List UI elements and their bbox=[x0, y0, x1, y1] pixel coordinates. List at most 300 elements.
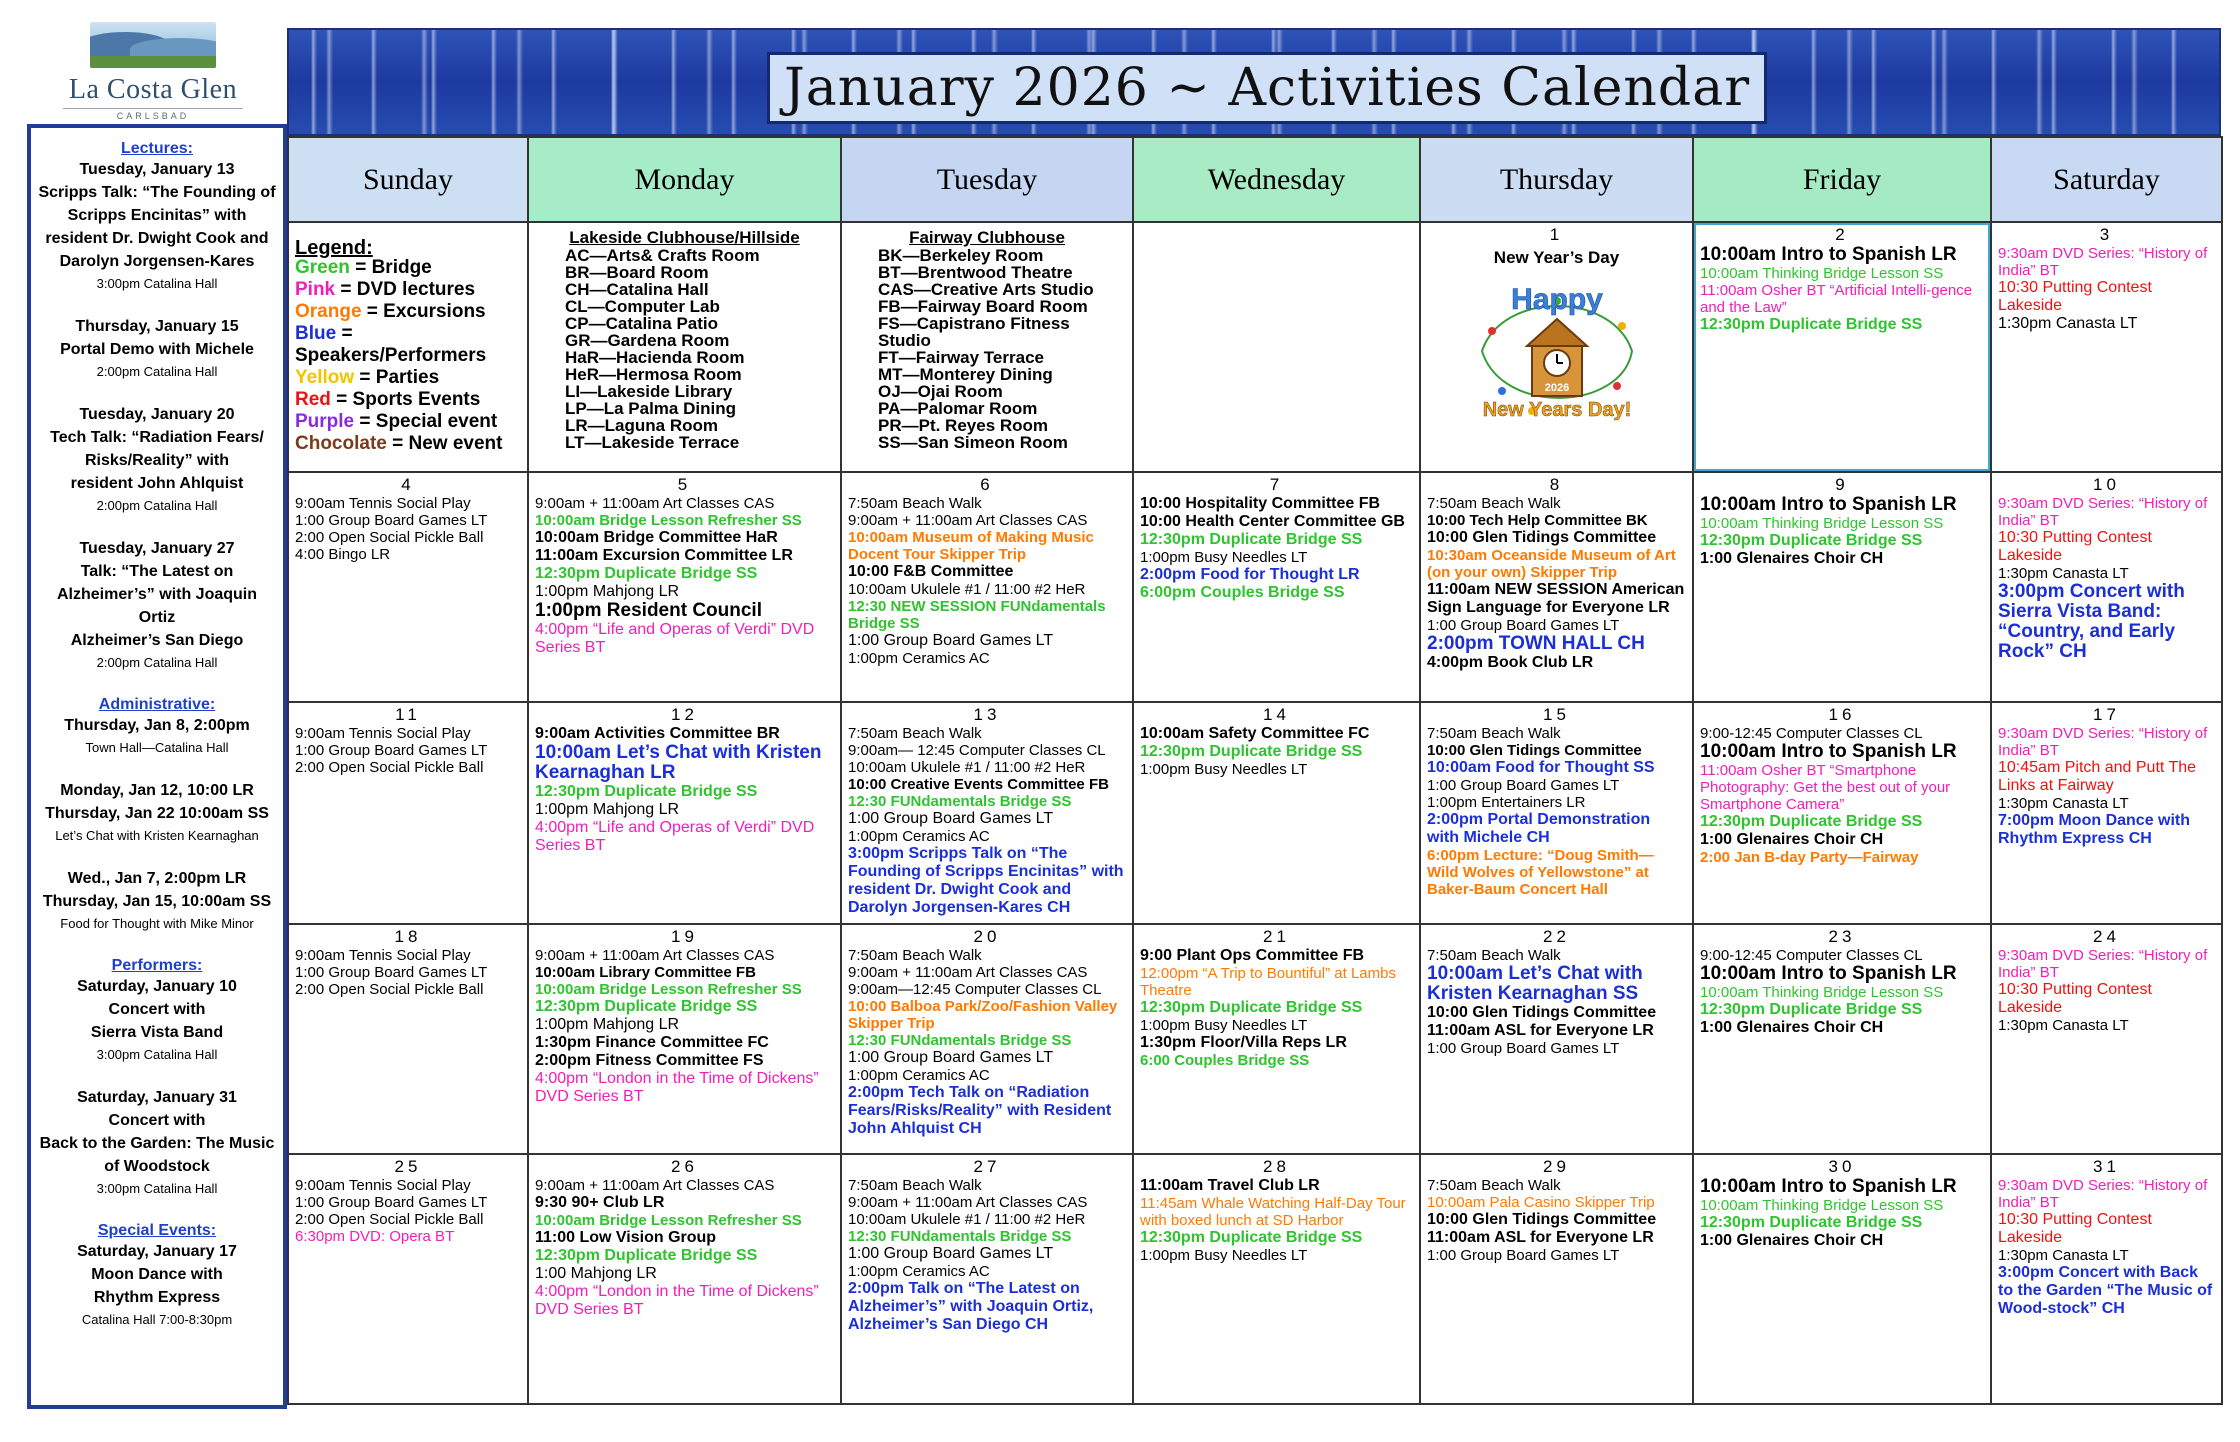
legend-meaning: = Speakers/Performers bbox=[295, 323, 487, 366]
calendar-event: 10:00am Bridge Lesson Refresher SS bbox=[535, 512, 802, 529]
room-code: BK—Berkeley Room bbox=[878, 246, 1044, 265]
calendar-event: 9:00-12:45 Computer Classes CL bbox=[1700, 725, 1923, 742]
day-cell-10 bbox=[1991, 472, 2222, 702]
day-number: 13 bbox=[973, 705, 1001, 724]
calendar-event: 10:00am Ukulele #1 / 11:00 #2 HeR bbox=[848, 581, 1086, 598]
calendar-event: 10:00am Library Committee FB bbox=[535, 964, 756, 981]
day-number: 9 bbox=[1835, 475, 1849, 494]
day-cell-17 bbox=[1991, 702, 2222, 924]
calendar-event: 1:00pm Mahjong LR bbox=[535, 583, 680, 600]
calendar-event: 2:00 Jan B-day Party—Fairway bbox=[1700, 849, 1919, 866]
sidebar-special-heading: Special Events: bbox=[97, 1222, 217, 1239]
sidebar-entry bbox=[37, 158, 277, 295]
calendar-event: 10:30am Oceanside Museum of Art (on your own) Skipper Trip bbox=[1427, 547, 1676, 581]
fairway-rooms-cell bbox=[841, 222, 1133, 472]
day-cell-1 bbox=[1420, 222, 1693, 472]
calendar-event: 1:00 Glenaires Choir CH bbox=[1700, 1232, 1884, 1249]
sidebar-entry-line: Darolyn Jorgensen-Kares bbox=[59, 253, 255, 270]
sidebar-entry-line: Thursday, January 15 bbox=[75, 318, 239, 335]
calendar-event: 1:00 Group Board Games LT bbox=[848, 1049, 1054, 1066]
calendar-event: 9:00 Plant Ops Committee FB bbox=[1140, 947, 1365, 964]
calendar-event: 6:30pm DVD: Opera BT bbox=[295, 1228, 455, 1245]
day-cell-28 bbox=[1133, 1154, 1420, 1404]
calendar-event: 7:50am Beach Walk bbox=[1427, 495, 1561, 512]
calendar-event: 9:00am Tennis Social Play bbox=[295, 495, 471, 512]
calendar-event: 10:00 Tech Help Committee BK bbox=[1427, 512, 1648, 529]
calendar-event: 9:00am + 11:00am Art Classes CAS bbox=[535, 1177, 775, 1194]
room-code: BR—Board Room bbox=[565, 263, 709, 282]
calendar-event: 12:30pm Duplicate Bridge SS bbox=[1700, 1001, 1923, 1018]
calendar-event: 9:30am DVD Series: “History of India” BT bbox=[1998, 725, 2208, 759]
calendar-event: 6:00 Couples Bridge SS bbox=[1140, 1052, 1310, 1069]
day-number: 5 bbox=[677, 475, 692, 494]
sidebar-entry-line: Moon Dance with bbox=[91, 1266, 223, 1283]
calendar-event: 11:00am Travel Club LR bbox=[1140, 1177, 1320, 1194]
calendar-event: 1:00 Group Board Games LT bbox=[848, 632, 1054, 649]
calendar-event: 2:00 Open Social Pickle Ball bbox=[295, 1211, 484, 1228]
calendar-event: 10:00am Pala Casino Skipper Trip bbox=[1427, 1194, 1655, 1211]
calendar-event: 2:00pm Talk on “The Latest on Alzheimer’s” with Joaquin Ortiz, Alzheimer’s San Diego CH bbox=[848, 1280, 1094, 1333]
legend-key: Pink bbox=[295, 279, 336, 300]
calendar-event: 1:00pm Ceramics AC bbox=[848, 650, 990, 667]
sidebar-entry-line: Tuesday, January 20 bbox=[79, 406, 235, 423]
legend-item bbox=[295, 411, 521, 433]
legend-title: Legend: bbox=[295, 237, 373, 259]
calendar-event: 1:00pm Ceramics AC bbox=[848, 828, 990, 845]
legend-key: Orange bbox=[295, 301, 362, 322]
calendar-event: 12:30pm Duplicate Bridge SS bbox=[1700, 813, 1923, 830]
legend-meaning: = Bridge bbox=[349, 257, 432, 278]
calendar-event: 1:00 Group Board Games LT bbox=[1427, 1247, 1620, 1264]
calendar-event: 9:30am DVD Series: “History of India” BT bbox=[1998, 245, 2208, 279]
calendar-event: 10:00am Ukulele #1 / 11:00 #2 HeR bbox=[848, 759, 1086, 776]
sidebar-performers bbox=[37, 957, 277, 1200]
calendar-event: 1:00pm Resident Council bbox=[535, 600, 762, 621]
sidebar-entry-line: Saturday, January 10 bbox=[77, 978, 237, 995]
day-cell-20 bbox=[841, 924, 1133, 1154]
calendar-event: 10:00am Museum of Making Music Docent Tour Skipper Trip bbox=[848, 529, 1094, 563]
legend-item bbox=[295, 301, 521, 323]
day-cell-30 bbox=[1693, 1154, 1991, 1404]
empty-day-cell bbox=[1133, 222, 1420, 472]
calendar-event: 9:00am + 11:00am Art Classes CAS bbox=[535, 495, 775, 512]
calendar-event: 7:50am Beach Walk bbox=[848, 725, 982, 742]
calendar-event: 2:00pm Tech Talk on “Radiation Fears/Risks/Reality” with Resident John Ahlquist CH bbox=[848, 1084, 1112, 1137]
legend-meaning: = Special event bbox=[354, 411, 498, 432]
room-code: PR—Pt. Reyes Room bbox=[878, 416, 1049, 435]
calendar-event: 9:00am Activities Committee BR bbox=[535, 725, 780, 742]
calendar-event: 9:00-12:45 Computer Classes CL bbox=[1700, 947, 1923, 964]
calendar-event: 1:00pm Mahjong LR bbox=[535, 1016, 680, 1033]
day-cell-18 bbox=[288, 924, 528, 1154]
sidebar-entry-line: resident John Ahlquist bbox=[70, 475, 244, 492]
day-header-tuesday: Tuesday bbox=[841, 137, 1133, 222]
calendar-event: 12:30 NEW SESSION FUNdamentals Bridge SS bbox=[848, 598, 1106, 632]
calendar-event: 1:00pm Busy Needles LT bbox=[1140, 549, 1308, 566]
sidebar-entry bbox=[37, 867, 277, 935]
sidebar-entry-line: of Woodstock bbox=[104, 1158, 210, 1175]
day-number: 2 bbox=[1835, 225, 1849, 244]
room-code: BT—Brentwood Theatre bbox=[878, 263, 1073, 282]
room-code: FS—Capistrano Fitness Studio bbox=[878, 314, 1070, 350]
day-cell-12 bbox=[528, 702, 841, 924]
calendar-event: 1:00 Group Board Games LT bbox=[848, 1245, 1054, 1262]
sidebar-entry bbox=[37, 975, 277, 1066]
calendar-event: 3:00pm Concert with Back to the Garden “The Music of Wood-stock” CH bbox=[1998, 1264, 2213, 1317]
calendar-event: 1:00 Group Board Games LT bbox=[848, 810, 1054, 827]
svg-text:Happy: Happy bbox=[1510, 283, 1603, 316]
calendar-event: 11:00am NEW SESSION American Sign Language for Everyone LR bbox=[1427, 581, 1685, 616]
calendar-event: 10:00 Balboa Park/Zoo/Fashion Valley Skipper Trip bbox=[848, 998, 1118, 1032]
calendar-event: 1:00 Group Board Games LT bbox=[295, 742, 488, 759]
sidebar-entry bbox=[37, 1240, 277, 1331]
calendar-event: 9:30 90+ Club LR bbox=[535, 1194, 665, 1211]
lakeside-title: Lakeside Clubhouse/Hillside bbox=[569, 228, 800, 247]
calendar-event: 4:00pm “Life and Operas of Verdi” DVD Series BT bbox=[535, 621, 815, 656]
logo-name: La Costa Glen bbox=[68, 74, 238, 105]
sidebar-entry-line: Saturday, January 31 bbox=[77, 1089, 237, 1106]
legend-key: Yellow bbox=[295, 367, 355, 388]
legend-key: Red bbox=[295, 389, 331, 410]
calendar-event: 1:00pm Ceramics AC bbox=[848, 1263, 990, 1280]
calendar-event: 1:30pm Canasta LT bbox=[1998, 795, 2129, 812]
calendar-event: 12:30 FUNdamentals Bridge SS bbox=[848, 793, 1072, 810]
calendar-event: 4:00pm “London in the Time of Dickens” DVD Series BT bbox=[535, 1283, 819, 1318]
calendar-event: 2:00 Open Social Pickle Ball bbox=[295, 981, 484, 998]
calendar-event: 1:00 Group Board Games LT bbox=[1427, 617, 1620, 634]
calendar-event: 6:00pm Couples Bridge SS bbox=[1140, 584, 1345, 601]
sidebar-entry-line: Concert with bbox=[108, 1112, 206, 1129]
calendar-event: 11:45am Whale Watching Half-Day Tour with boxed lunch at SD Harbor bbox=[1140, 1195, 1406, 1229]
sidebar-entry-line: Thursday, Jan 22 10:00am SS bbox=[45, 805, 269, 822]
calendar-event: 2:00pm Portal Demonstration with Michele CH bbox=[1427, 811, 1651, 846]
room-code: CP—Catalina Patio bbox=[565, 314, 719, 333]
day-cell-26 bbox=[528, 1154, 841, 1404]
calendar-event: 12:30pm Duplicate Bridge SS bbox=[535, 783, 758, 800]
sidebar-entry-line: resident Dr. Dwight Cook and bbox=[45, 230, 269, 247]
sidebar-entry-detail: Food for Thought with Mike Minor bbox=[60, 916, 254, 931]
calendar-event: 2:00 Open Social Pickle Ball bbox=[295, 529, 484, 546]
legend-meaning: = DVD lectures bbox=[335, 279, 476, 300]
calendar-event: 10:00 Hospitality Committee FB bbox=[1140, 495, 1381, 512]
calendar-event: 2:00 Open Social Pickle Ball bbox=[295, 759, 484, 776]
day-number: 10 bbox=[2093, 475, 2120, 494]
calendar-event: 2:00pm TOWN HALL CH bbox=[1427, 633, 1645, 654]
calendar-event: 12:30pm Duplicate Bridge SS bbox=[1140, 743, 1363, 760]
calendar-event: 1:30pm Canasta LT bbox=[1998, 315, 2138, 332]
calendar-event: 10:00am Let’s Chat with Kristen Kearnaghan SS bbox=[1427, 963, 1643, 1004]
day-cell-22 bbox=[1420, 924, 1693, 1154]
day-cell-15 bbox=[1420, 702, 1693, 924]
sidebar-administrative bbox=[37, 696, 277, 935]
calendar-event: 1:00pm Busy Needles LT bbox=[1140, 1247, 1308, 1264]
room-code: CH—Catalina Hall bbox=[565, 280, 709, 299]
sidebar-entry bbox=[37, 1086, 277, 1200]
sidebar-entry-detail: 2:00pm Catalina Hall bbox=[96, 655, 218, 670]
calendar-event: 10:00am Thinking Bridge Lesson SS bbox=[1700, 1197, 1944, 1214]
calendar-event: 12:30pm Duplicate Bridge SS bbox=[535, 565, 758, 582]
calendar-event: 10:00am Thinking Bridge Lesson SS bbox=[1700, 515, 1944, 532]
calendar-event: 10:00am Food for Thought SS bbox=[1427, 759, 1655, 776]
sidebar-entry-detail: 2:00pm Catalina Hall bbox=[96, 364, 218, 379]
legend-item bbox=[295, 279, 521, 301]
day-number: 27 bbox=[973, 1157, 1001, 1176]
calendar-event: 1:30pm Canasta LT bbox=[1998, 1247, 2129, 1264]
calendar-event: 11:00 Low Vision Group bbox=[535, 1229, 717, 1246]
calendar-event: 3:00pm Scripps Talk on “The Founding of Scripps Encinitas” with resident Dr. Dwight Cook and Darolyn Jorgensen-Kares CH bbox=[848, 845, 1124, 916]
calendar-event: 1:30pm Finance Committee FC bbox=[535, 1034, 769, 1051]
day-cell-2 bbox=[1693, 222, 1991, 472]
calendar-event: 10:00am Bridge Lesson Refresher SS bbox=[535, 1212, 802, 1229]
calendar-event: 7:50am Beach Walk bbox=[1427, 725, 1561, 742]
day-cell-31 bbox=[1991, 1154, 2222, 1404]
calendar-event: 9:00am + 11:00am Art Classes CAS bbox=[848, 964, 1088, 981]
calendar-event: 10:00 Glen Tidings Committee bbox=[1427, 1004, 1657, 1021]
calendar-event: 7:50am Beach Walk bbox=[848, 1177, 982, 1194]
calendar-event: 10:00am Safety Committee FC bbox=[1140, 725, 1370, 742]
calendar-event: 10:00am Intro to Spanish LR bbox=[1700, 741, 1957, 762]
day-header-friday: Friday bbox=[1693, 137, 1991, 222]
calendar-event: 4:00 Bingo LR bbox=[295, 546, 391, 563]
room-code: FT—Fairway Terrace bbox=[878, 348, 1044, 367]
calendar-event: 11:00am ASL for Everyone LR bbox=[1427, 1022, 1654, 1039]
legend-meaning: = New event bbox=[386, 433, 503, 454]
calendar-event: 1:00pm Entertainers LR bbox=[1427, 794, 1586, 811]
logo-subtitle: CARLSBAD bbox=[63, 108, 243, 121]
sidebar-entry-line: Scripps Encinitas” with bbox=[67, 207, 247, 224]
calendar-event: 9:00am— 12:45 Computer Classes CL bbox=[848, 742, 1106, 759]
calendar-event: 1:00 Glenaires Choir CH bbox=[1700, 1019, 1884, 1036]
sidebar-entry-line: Scripps Talk: “The Founding of bbox=[38, 184, 276, 201]
sidebar-entry-line: Tuesday, January 13 bbox=[79, 161, 235, 178]
calendar-event: 11:00am Osher BT “Smartphone Photography: Get the best out of your Smartphone Camera” bbox=[1700, 762, 1951, 813]
calendar-event: 1:00 Mahjong LR bbox=[535, 1265, 657, 1282]
sidebar-entry-line: Thursday, Jan 8, 2:00pm bbox=[64, 717, 250, 734]
calendar-event: 10:00 Creative Events Committee FB bbox=[848, 776, 1109, 793]
sidebar-entry-line: Back to the Garden: The Music bbox=[39, 1135, 275, 1152]
calendar-event: 4:00pm Book Club LR bbox=[1427, 654, 1594, 671]
day-header-thursday: Thursday bbox=[1420, 137, 1693, 222]
calendar-event: 12:00pm “A Trip to Bountiful” at Lambs Theatre bbox=[1140, 965, 1396, 999]
calendar-event: 3:00pm Concert with Sierra Vista Band: “Country, and Early Rock” CH bbox=[1998, 581, 2185, 662]
day-number: 14 bbox=[1263, 705, 1290, 724]
room-code: SS—San Simeon Room bbox=[878, 433, 1068, 452]
calendar-event: 1:00 Glenaires Choir CH bbox=[1700, 831, 1884, 848]
calendar-event: 9:00am Tennis Social Play bbox=[295, 1177, 471, 1194]
sidebar-entry-line: Sierra Vista Band bbox=[90, 1024, 224, 1041]
sidebar-entry-detail: 3:00pm Catalina Hall bbox=[96, 1181, 218, 1196]
sidebar-special-events bbox=[37, 1222, 277, 1331]
sidebar-entry bbox=[37, 315, 277, 383]
day-number: 3 bbox=[2099, 225, 2114, 244]
day-cell-19 bbox=[528, 924, 841, 1154]
sidebar-entry-line: Monday, Jan 12, 10:00 LR bbox=[60, 782, 254, 799]
calendar-event: 6:00pm Lecture: “Doug Smith— Wild Wolves of Yellowstone” at Baker-Baum Concert Hall bbox=[1427, 847, 1654, 898]
room-code: LP—La Palma Dining bbox=[565, 399, 736, 418]
sidebar-entry-detail: Let’s Chat with Kristen Kearnaghan bbox=[55, 828, 259, 843]
day-number: 8 bbox=[1549, 475, 1564, 494]
day-number: 4 bbox=[401, 475, 415, 494]
calendar-event: 10:30 Putting Contest Lakeside bbox=[1998, 981, 2152, 1016]
calendar-event: 9:00am Tennis Social Play bbox=[295, 947, 471, 964]
day-number: 23 bbox=[1828, 927, 1856, 946]
day-number: 17 bbox=[2093, 705, 2120, 724]
calendar-event: 7:50am Beach Walk bbox=[848, 495, 982, 512]
day-number: 26 bbox=[671, 1157, 698, 1176]
day-cell-23 bbox=[1693, 924, 1991, 1154]
calendar-event: 10:00 Glen Tidings Committee bbox=[1427, 1211, 1657, 1228]
day-cell-8 bbox=[1420, 472, 1693, 702]
day-number: 30 bbox=[1828, 1157, 1856, 1176]
calendar-event: 1:00pm Mahjong LR bbox=[535, 801, 680, 818]
calendar-event: 12:30pm Duplicate Bridge SS bbox=[1140, 531, 1363, 548]
calendar-event: 12:30pm Duplicate Bridge SS bbox=[1700, 1214, 1923, 1231]
calendar-grid bbox=[287, 136, 2223, 1405]
room-code: OJ—Ojai Room bbox=[878, 382, 1003, 401]
room-code: GR—Gardena Room bbox=[565, 331, 730, 350]
calendar-event: 9:30am DVD Series: “History of India” BT bbox=[1998, 947, 2208, 981]
calendar-event: 2:00pm Food for Thought LR bbox=[1140, 566, 1360, 583]
calendar-event: 10:00am Intro to Spanish LR bbox=[1700, 1176, 1957, 1197]
calendar-event: 12:30pm Duplicate Bridge SS bbox=[1700, 316, 1923, 333]
sidebar-highlights bbox=[27, 124, 287, 1409]
calendar-event: 10:45am Pitch and Putt The Links at Fairway bbox=[1998, 759, 2197, 794]
day-number: 16 bbox=[1828, 705, 1856, 724]
calendar-event: 1:00 Group Board Games LT bbox=[295, 512, 488, 529]
calendar-event: 10:00 Health Center Committee GB bbox=[1140, 513, 1405, 530]
room-code: PA—Palomar Room bbox=[878, 399, 1038, 418]
sidebar-entry-line: Tech Talk: “Radiation Fears/ bbox=[50, 429, 264, 446]
calendar-event: 9:00am—12:45 Computer Classes CL bbox=[848, 981, 1102, 998]
day-cell-9 bbox=[1693, 472, 1991, 702]
day-number: 12 bbox=[671, 705, 698, 724]
calendar-event: 7:50am Beach Walk bbox=[1427, 1177, 1561, 1194]
day-cell-14 bbox=[1133, 702, 1420, 924]
sidebar-entry bbox=[37, 714, 277, 759]
calendar-event: 1:00pm Ceramics AC bbox=[848, 1067, 990, 1084]
new-years-day-title: New Year’s Day bbox=[1493, 248, 1620, 267]
calendar-event: 10:30 Putting Contest Lakeside bbox=[1998, 1211, 2152, 1246]
room-code: AC—Arts& Crafts Room bbox=[565, 246, 760, 265]
sidebar-entry-detail: Catalina Hall 7:00-8:30pm bbox=[81, 1312, 233, 1327]
calendar-event: 1:00 Glenaires Choir CH bbox=[1700, 550, 1884, 567]
day-number: 22 bbox=[1543, 927, 1570, 946]
room-code: LT—Lakeside Terrace bbox=[565, 433, 740, 452]
day-number: 31 bbox=[2093, 1157, 2120, 1176]
sidebar-entry-line: Talk: “The Latest on bbox=[80, 563, 234, 580]
day-cell-24 bbox=[1991, 924, 2222, 1154]
calendar-event: 1:00pm Busy Needles LT bbox=[1140, 1017, 1308, 1034]
day-cell-16 bbox=[1693, 702, 1991, 924]
calendar-event: 10:00am Intro to Spanish LR bbox=[1700, 963, 1957, 984]
calendar-event: 10:30 Putting Contest Lakeside bbox=[1998, 529, 2152, 564]
room-code: LR—Laguna Room bbox=[565, 416, 718, 435]
day-cell-27 bbox=[841, 1154, 1133, 1404]
day-header-sunday: Sunday bbox=[288, 137, 528, 222]
calendar-event: 10:00am Bridge Lesson Refresher SS bbox=[535, 981, 802, 998]
sidebar-entry-line: Risks/Reality” with bbox=[84, 452, 230, 469]
calendar-event: 10:00am Thinking Bridge Lesson SS bbox=[1700, 984, 1944, 1001]
sidebar-entry-line: Portal Demo with Michele bbox=[60, 341, 254, 358]
day-cell-6 bbox=[841, 472, 1133, 702]
sidebar-entry-line: Thursday, Jan 15, 10:00am SS bbox=[42, 893, 272, 910]
sidebar-entry bbox=[37, 537, 277, 674]
room-code: HeR—Hermosa Room bbox=[565, 365, 742, 384]
sidebar-entry-line: Concert with bbox=[108, 1001, 206, 1018]
calendar-event: 12:30pm Duplicate Bridge SS bbox=[535, 1247, 758, 1264]
day-number: 29 bbox=[1543, 1157, 1570, 1176]
calendar-event: 12:30pm Duplicate Bridge SS bbox=[535, 998, 758, 1015]
calendar-event: 10:00am Thinking Bridge Lesson SS bbox=[1700, 265, 1944, 282]
logo-landscape-icon bbox=[90, 22, 216, 68]
day-number: 15 bbox=[1543, 705, 1570, 724]
day-cell-25 bbox=[288, 1154, 528, 1404]
calendar-event: 1:00 Group Board Games LT bbox=[295, 1194, 488, 1211]
day-cell-13 bbox=[841, 702, 1133, 924]
calendar-event: 12:30 FUNdamentals Bridge SS bbox=[848, 1032, 1072, 1049]
calendar-event: 1:00 Group Board Games LT bbox=[295, 964, 488, 981]
sidebar-lectures-heading: Lectures: bbox=[120, 140, 194, 157]
legend-key: Purple bbox=[295, 411, 355, 432]
calendar-event: 10:00am Ukulele #1 / 11:00 #2 HeR bbox=[848, 1211, 1086, 1228]
title-box bbox=[767, 52, 1767, 124]
day-cell-7 bbox=[1133, 472, 1420, 702]
calendar-event: 7:50am Beach Walk bbox=[848, 947, 982, 964]
day-cell-3 bbox=[1991, 222, 2222, 472]
calendar-event: 10:00am Intro to Spanish LR bbox=[1700, 244, 1957, 265]
sidebar-lectures bbox=[37, 140, 277, 674]
calendar-event: 10:00am Intro to Spanish LR bbox=[1700, 494, 1957, 515]
calendar-event: 1:30pm Floor/Villa Reps LR bbox=[1140, 1034, 1347, 1051]
room-code: LI—Lakeside Library bbox=[565, 382, 733, 401]
calendar-event: 1:00 Group Board Games LT bbox=[1427, 777, 1620, 794]
legend-meaning: = Parties bbox=[354, 367, 440, 388]
legend-cell bbox=[288, 222, 528, 472]
calendar-event: 1:30pm Canasta LT bbox=[1998, 565, 2129, 582]
calendar-event: 1:00 Group Board Games LT bbox=[1427, 1040, 1620, 1057]
calendar-event: 10:00am Let’s Chat with Kristen Kearnaghan LR bbox=[535, 742, 822, 783]
calendar-event: 12:30pm Duplicate Bridge SS bbox=[1700, 532, 1923, 549]
room-code: CL—Computer Lab bbox=[565, 297, 720, 316]
calendar-event: 9:00am Tennis Social Play bbox=[295, 725, 471, 742]
day-header-monday: Monday bbox=[528, 137, 841, 222]
calendar-event: 7:50am Beach Walk bbox=[1427, 947, 1561, 964]
svg-text:2026: 2026 bbox=[1544, 382, 1569, 394]
sidebar-entry-line: Saturday, January 17 bbox=[77, 1243, 237, 1260]
logo bbox=[28, 22, 278, 122]
day-number: 11 bbox=[395, 705, 421, 724]
calendar-event: 11:00am Osher BT “Artificial Intelli-gence and the Law” bbox=[1700, 282, 1973, 316]
calendar-event: 10:00 F&B Committee bbox=[848, 563, 1014, 580]
legend-item bbox=[295, 433, 521, 455]
calendar-event: 9:00am + 11:00am Art Classes CAS bbox=[535, 947, 775, 964]
lakeside-rooms-cell bbox=[528, 222, 841, 472]
sidebar-entry-detail: 3:00pm Catalina Hall bbox=[96, 1047, 218, 1062]
sidebar-performers-heading: Performers: bbox=[111, 957, 203, 974]
legend-meaning: = Sports Events bbox=[330, 389, 481, 410]
svg-text:New Years Day!: New Years Day! bbox=[1482, 399, 1631, 421]
day-number: 28 bbox=[1263, 1157, 1290, 1176]
room-code: HaR—Hacienda Room bbox=[565, 348, 745, 367]
legend-key: Green bbox=[295, 257, 350, 278]
room-code: FB—Fairway Board Room bbox=[878, 297, 1088, 316]
calendar-event: 10:00am Bridge Committee HaR bbox=[535, 529, 778, 546]
day-number: 1 bbox=[1549, 225, 1564, 244]
day-cell-21 bbox=[1133, 924, 1420, 1154]
calendar-event: 4:00pm “Life and Operas of Verdi” DVD Series BT bbox=[535, 819, 815, 854]
sidebar-entry-line: Wed., Jan 7, 2:00pm LR bbox=[67, 870, 247, 887]
new-year-clock-icon bbox=[1472, 271, 1642, 431]
